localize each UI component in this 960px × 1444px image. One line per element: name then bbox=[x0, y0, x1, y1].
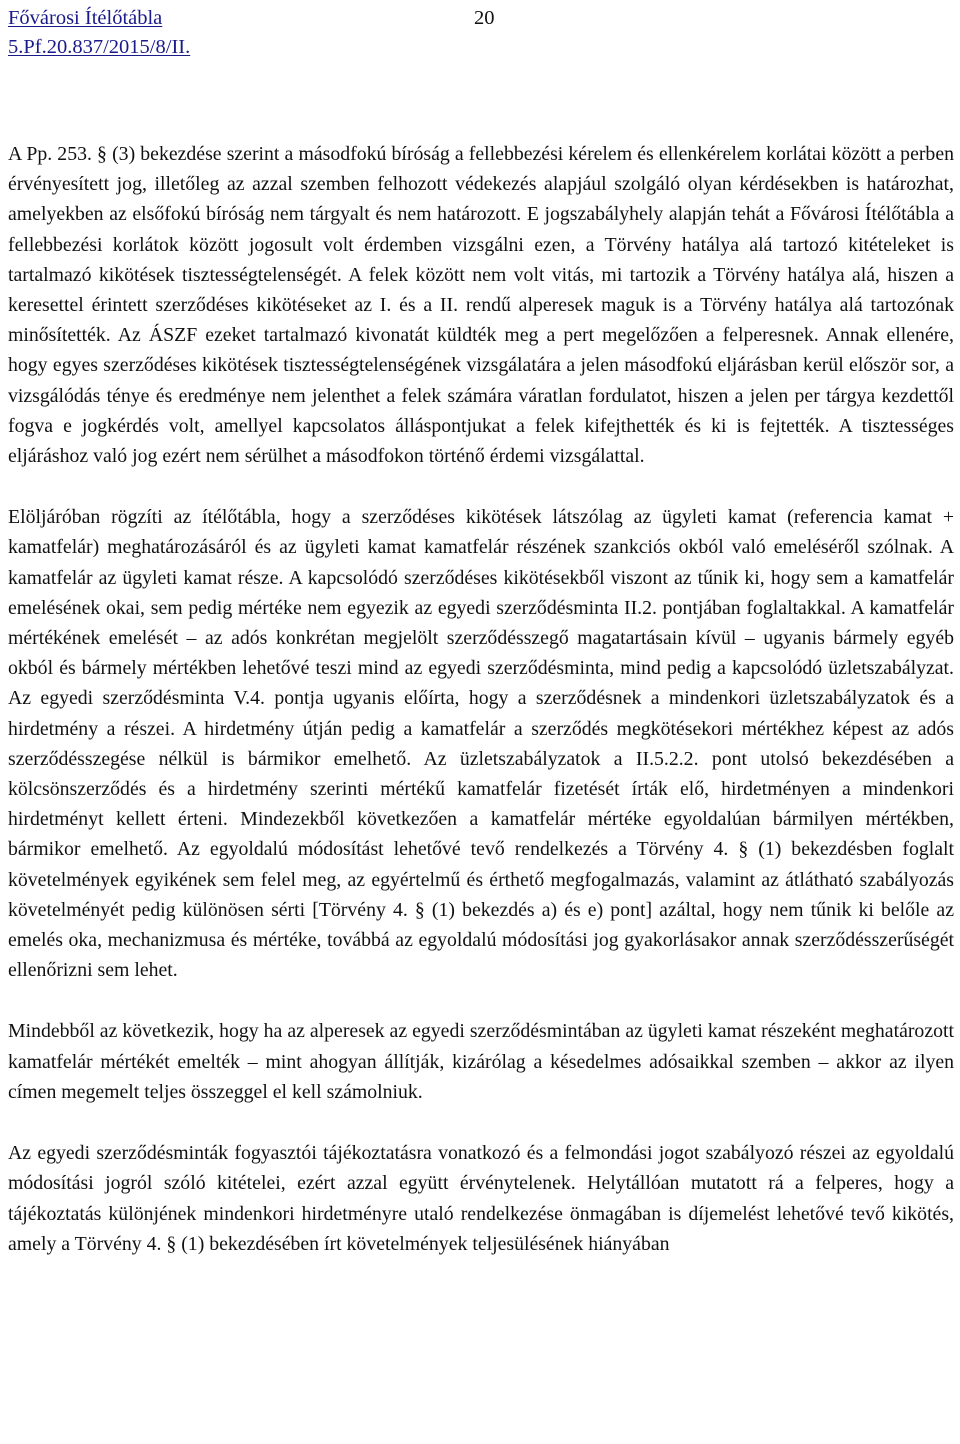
paragraph-3: Mindebből az következik, hogy ha az alperesek az egyedi szerződésmintában az ügyleti kamat részeként meghatározott kamatfelár mértékét emelték – mint ahogyan állítják, kizárólag a késedelmes adósaikkal szemben – akkor az ilyen címen megemelt teljes összeggel el kell számolniuk. bbox=[8, 1020, 954, 1103]
court-name: Fővárosi Ítélőtábla bbox=[8, 7, 163, 29]
page-header bbox=[8, 4, 568, 60]
paragraph-1: A Pp. 253. § (3) bekezdése szerint a másodfokú bíróság a fellebbezési kérelem és ellenkérelem korlátai között a perben érvényesített jog, illetőleg az azzal szemben felhozott védekezés alapjául szolgáló olyan kérdésekben is határozhat, amelyekben az elsőfokú bíróság nem tárgyalt és nem határozott. E jogszabályhely alapján tehát a Fővárosi Ítélőtábla a fellebbezési korlátok között jogosult volt érdemben vizsgálni ezen, a Törvény hatálya alá tartozó kitételeket is tartalmazó kikötések tisztességtelenségét. A felek között nem volt vitás, mi tartozik a Törvény hatálya alá, hiszen a keresettel érintett szerződéses kikötéseket az I. és a II. rendű alperesek maguk is a Törvény hatálya alá tartozónak minősítették. Az ÁSZF ezeket tartalmazó kivonatát küldték meg a pert megelőzően a felperesnek. Annak ellenére, hogy egyes szerződéses kikötések tisztességtelenségének vizsgálatára a jelen másodfokú eljárásban kerül először sor, a vizsgálódás ténye és eredménye nem jelenthet a felek számára váratlan fordulatot, hiszen a jelen per tárgya kezdettől fogva e jogkérdés volt, amellyel kapcsolatos álláspontjukat a felek kifejthették és ki is fejtették. A tisztességes eljáráshoz való jog ezért nem sérülhet a másodfokon történő érdemi vizsgálattal. bbox=[8, 143, 954, 468]
page-number: 20 bbox=[474, 7, 495, 29]
paragraph-4: Az egyedi szerződésminták fogyasztói tájékoztatásra vonatkozó és a felmondási jogot szabályozó részei az egyoldalú módosítási jogról szóló kitételei, ezért azzal együtt érvénytelenek. Helytállóan mutatott rá a felperes, hogy a tájékoztatás különjének mindenkori hirdetményre utaló rendelkezése önmagában is díjemelést lehetővé tevő kikötés, amely a Törvény 4. § (1) bekezdésében írt követelmények teljesülésének hiányában bbox=[8, 1142, 954, 1255]
paragraph-2: Elöljáróban rögzíti az ítélőtábla, hogy a szerződéses kikötések látszólag az ügyleti kamat (referencia kamat + kamatfelár) meghatározásáról és az ügyleti kamat kamatfelár részének szankciós okból való emeléséről szólnak. A kamatfelár az ügyleti kamat része. A kapcsolódó szerződéses kikötésekből viszont az tűnik ki, hogy sem a kamatfelár emelésének okai, sem pedig mértéke nem egyezik az egyedi szerződésminta II.2. pontjában foglaltakkal. A kamatfelár mértékének emelését – az adós konkrétan megjelölt szerződésszegő magatartásain kívül – ugyanis bármely egyéb okból és bármely mértékben lehetővé teszi mind az egyedi szerződésminta, mind pedig a kapcsolódó üzletszabályzat. Az egyedi szerződésminta V.4. pontja ugyanis előírta, hogy a szerződésnek a mindenkori üzletszabályzatok és a hirdetmény a részei. A hirdetmény útján pedig a kamatfelár a szerződés megkötésekori mértékhez képest az adós szerződésszegése nélkül is bármikor emelhető. Az üzletszabályzatok a II.5.2.2. pont utolsó bekezdésében a kölcsönszerződés és a hirdetmény szerinti mértékű kamatfelár fizetését írták elő, hirdetményen a mindenkori hirdetményt kellett érteni. Mindezekből következően a kamatfelár mértéke egyoldalúan bármilyen mértékben, bármikor emelhető. Az egyoldalú módosítást lehetővé tevő rendelkezés a Törvény 4. § (1) bekezdésben foglalt követelmények egyikének sem felel meg, az egyértelmű és érthető megfogalmazás, valamint az átlátható szabályozás követelményét pedig különösen sérti [Törvény 4. § (1) bekezdés a) és e) pont] azáltal, hogy nem tűnik ki belőle az emelés oka, mechanizmusa és mértéke, továbbá az egyoldalú módosítási jog gyakorlásakor annak szerződésszerűségét ellenőrizni sem lehet. bbox=[8, 506, 954, 982]
document-body bbox=[8, 139, 954, 1259]
case-number: 5.Pf.20.837/2015/8/II. bbox=[8, 36, 191, 58]
